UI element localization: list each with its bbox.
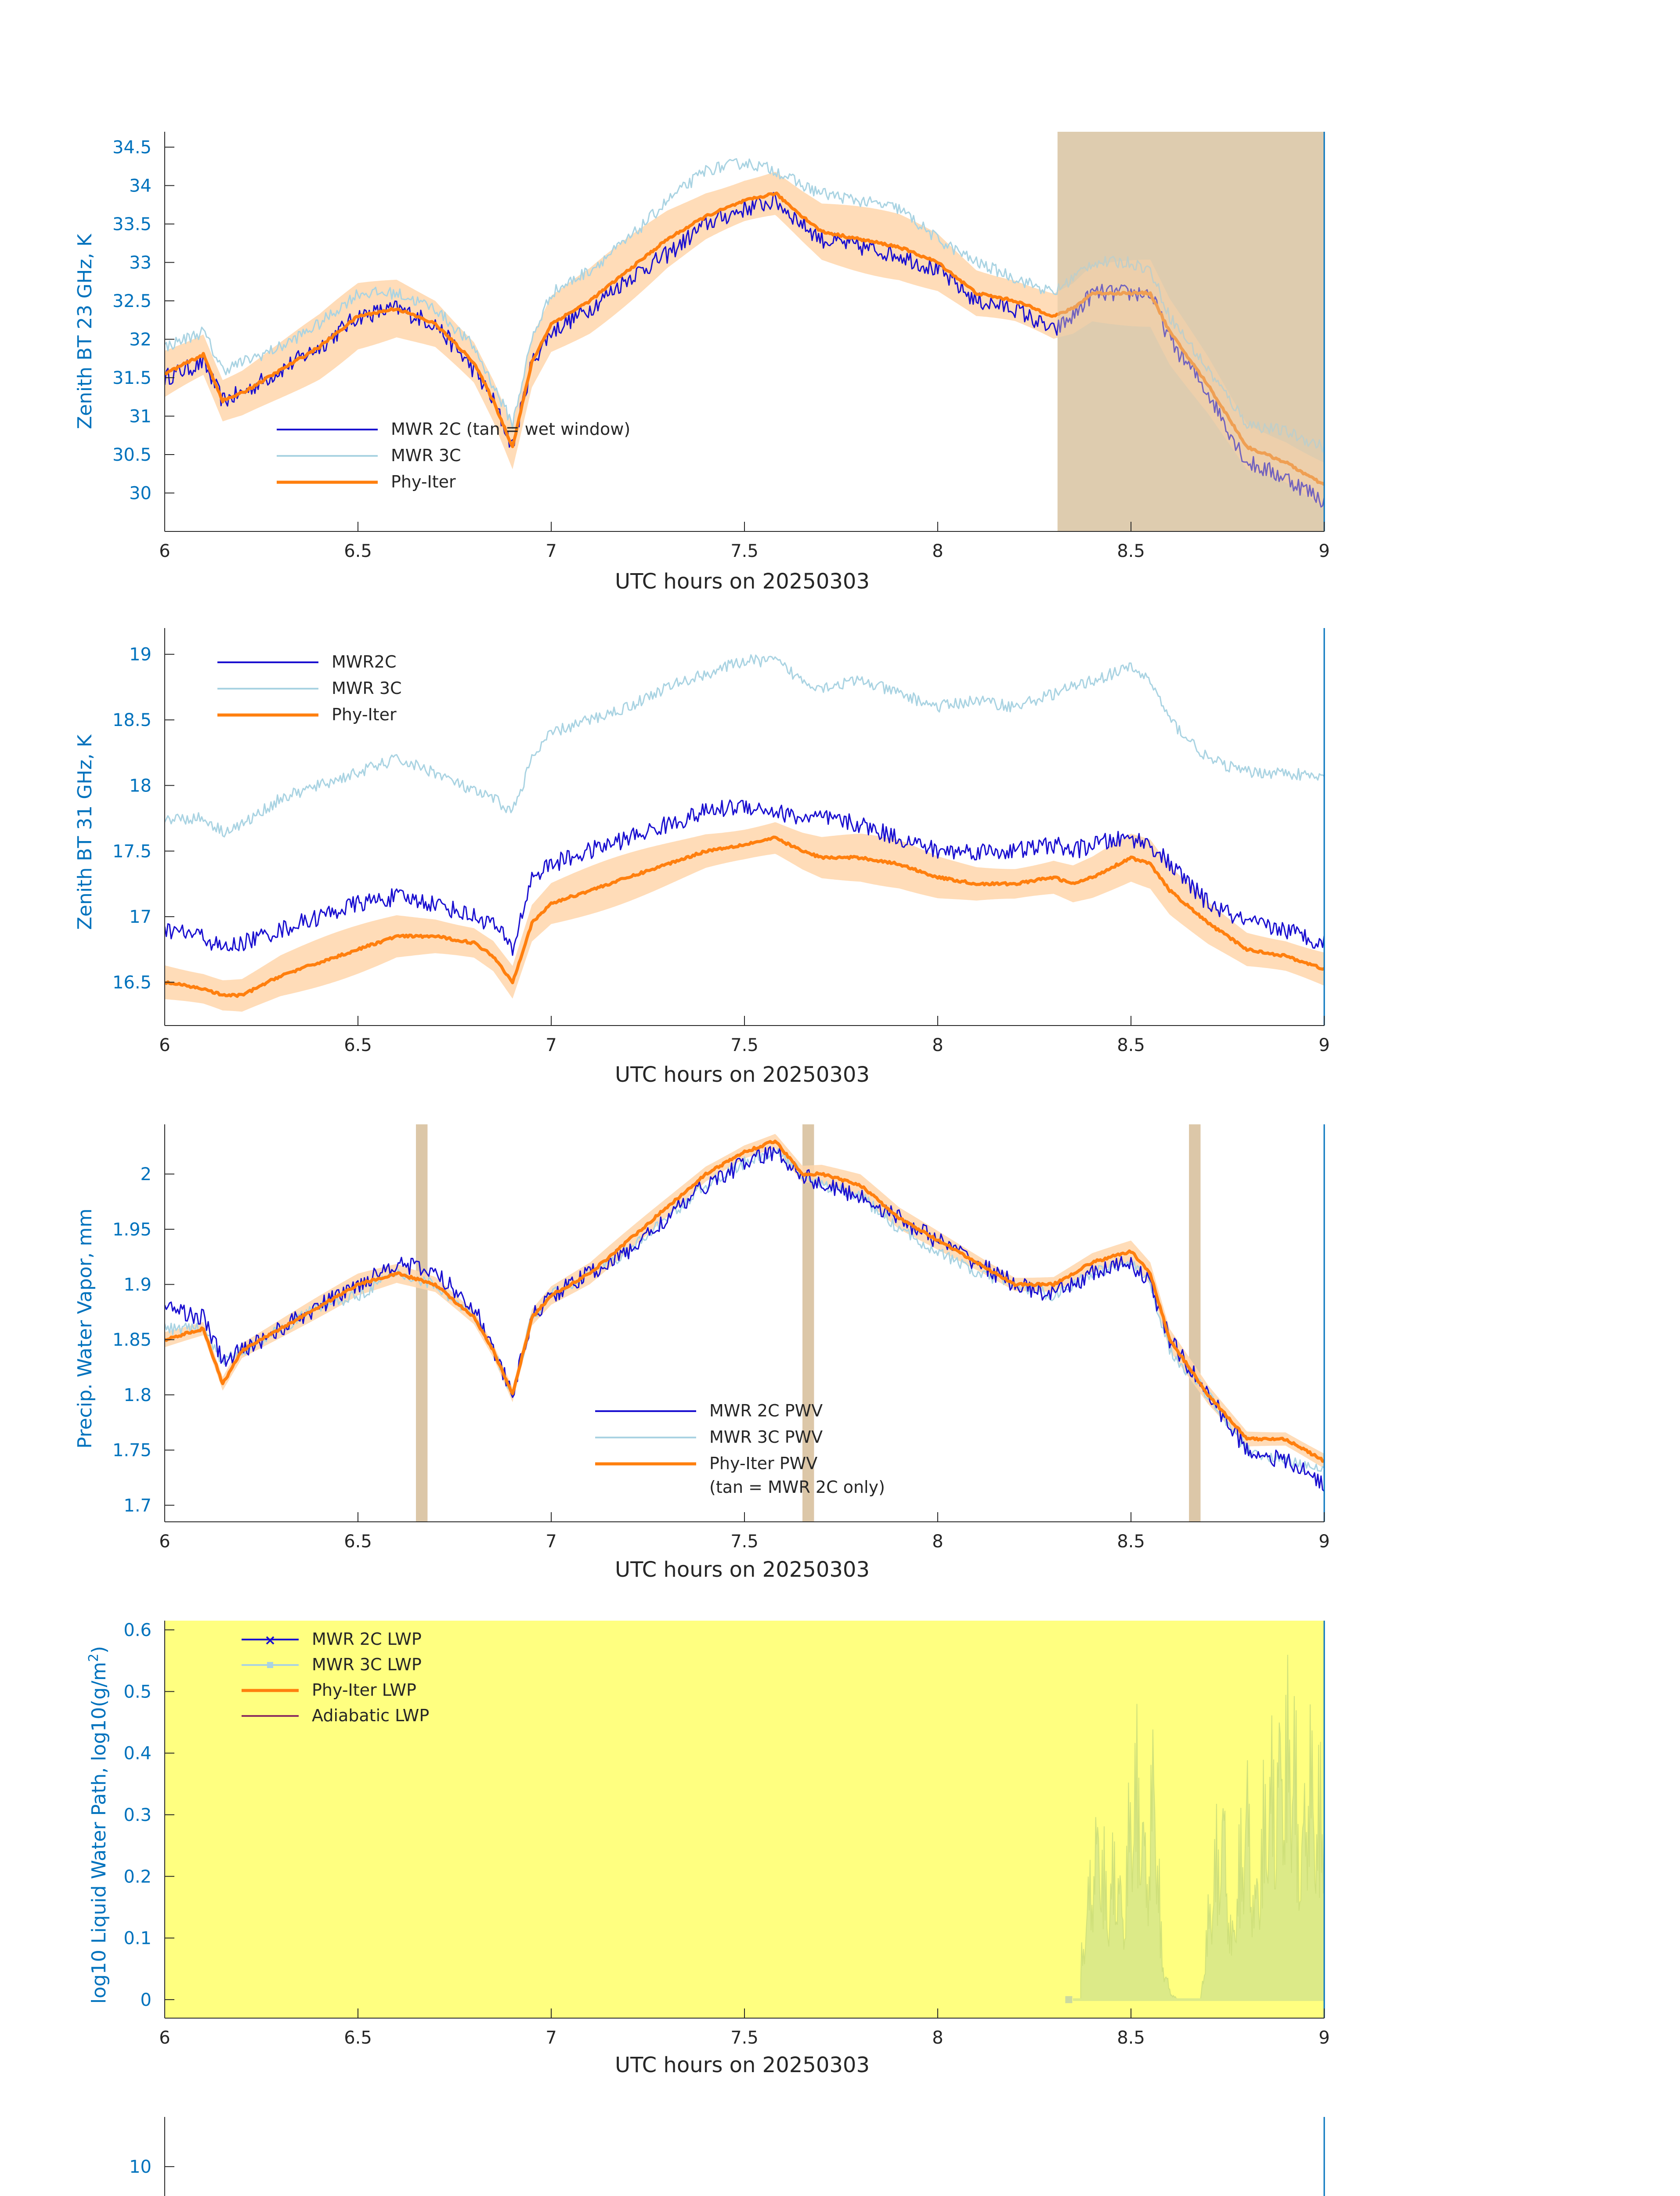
bt31-legend-label: MWR 3C [332, 679, 402, 698]
bt31-xtick-label: 6.5 [344, 1035, 372, 1055]
pwv-ytick-label: 1.75 [112, 1440, 152, 1461]
lwp-legend-label: Phy-Iter LWP [312, 1680, 416, 1700]
bt31-xtick-label: 9 [1319, 1035, 1330, 1055]
pwv-tan-shade [416, 1124, 427, 1522]
pwv-legend-label: MWR 3C PWV [709, 1427, 823, 1447]
bt23-ytick-label: 33.5 [112, 214, 152, 235]
dq-ytick-label: 10 [129, 2157, 152, 2178]
bt23-xtick-label: 7 [546, 541, 557, 561]
plot-pwv [112, 1124, 1330, 1552]
bt23-xtick-label: 8.5 [1117, 541, 1145, 561]
pwv-xtick-label: 9 [1319, 1531, 1330, 1552]
pwv-xtick-label: 6 [159, 1531, 170, 1552]
bt23-xtick-label: 6 [159, 541, 170, 561]
ylabel-lwp-main: log10 Liquid Water Path, log10(g/m [88, 1661, 110, 2004]
pwv-legend-label: MWR 2C PWV [709, 1401, 823, 1420]
ylabel-bt23: Zenith BT 23 GHz, K [74, 234, 96, 430]
lwp-ytick-label: 0.4 [123, 1743, 152, 1764]
lwp-xtick-label: 6 [159, 2028, 170, 2048]
panel-dq [90, 2117, 1330, 2196]
lwp-legend-label: MWR 2C LWP [312, 1629, 422, 1649]
lwp-ytick-label: 0.1 [123, 1928, 152, 1949]
xlabel-lwp: UTC hours on 20250303 [615, 2053, 870, 2077]
bt23-ytick-label: 32.5 [112, 291, 152, 311]
bt31-uncertainty-band [165, 822, 1324, 1012]
bt23-xtick-label: 7.5 [730, 541, 759, 561]
pwv-legend-label: (tan = MWR 2C only) [709, 1477, 885, 1497]
bt23-legend-label: MWR 2C (tan = wet window) [391, 419, 631, 439]
bt23-ytick-label: 31 [129, 406, 152, 427]
ylabel-lwp [86, 1646, 111, 2004]
bt23-ytick-label: 34 [129, 176, 152, 196]
plot-bt23 [112, 132, 1330, 561]
pwv-legend-label: Phy-Iter PWV [709, 1454, 818, 1473]
lwp-legend-marker [267, 1662, 273, 1668]
bt31-legend-label: MWR2C [332, 652, 397, 672]
bt31-xtick-label: 6 [159, 1035, 170, 1055]
bt31-ytick-label: 19 [129, 644, 152, 665]
pwv-xtick-label: 8.5 [1117, 1531, 1145, 1552]
bt31-ytick-label: 17.5 [112, 841, 152, 862]
pwv-ytick-label: 1.9 [123, 1275, 152, 1295]
pwv-ytick-label: 1.85 [112, 1330, 152, 1351]
bt31-xtick-label: 7.5 [730, 1035, 759, 1055]
lwp-legend-label: MWR 3C LWP [312, 1655, 422, 1674]
bt23-ytick-label: 32 [129, 329, 152, 350]
xlabel-bt31: UTC hours on 20250303 [615, 1062, 870, 1087]
bt23-xtick-label: 9 [1319, 541, 1330, 561]
pwv-tan-shade [1189, 1124, 1200, 1522]
bt23-xtick-label: 6.5 [344, 541, 372, 561]
pwv-ytick-label: 1.7 [123, 1495, 152, 1516]
lwp-legend-marker: × [264, 1632, 276, 1648]
lwp-xtick-label: 8 [932, 2028, 943, 2048]
panel-pwv [74, 1124, 1330, 1582]
bt23-plot-area [165, 132, 1324, 531]
bt23-ytick-label: 34.5 [112, 137, 152, 158]
lwp-xtick-label: 7 [546, 2028, 557, 2048]
ylabel-bt31: Zenith BT 31 GHz, K [74, 734, 96, 930]
plot-dq [129, 2117, 1330, 2196]
pwv-series-1 [165, 1149, 1324, 1472]
plot-lwp [123, 1620, 1330, 2048]
bt31-xtick-label: 8.5 [1117, 1035, 1145, 1055]
bt31-ytick-label: 18 [129, 776, 152, 796]
bt31-xtick-label: 8 [932, 1035, 943, 1055]
bt23-ytick-label: 33 [129, 253, 152, 273]
pwv-xtick-label: 7.5 [730, 1531, 759, 1552]
bt23-legend-label: Phy-Iter [391, 472, 456, 491]
xlabel-bt23: UTC hours on 20250303 [615, 569, 870, 594]
lwp-xtick-label: 6.5 [344, 2028, 372, 2048]
bt31-ytick-label: 17 [129, 907, 152, 928]
ylabel-lwp-sup: 2 [86, 1653, 101, 1662]
bt31-legend-label: Phy-Iter [332, 705, 397, 724]
pwv-ytick-label: 2 [140, 1164, 152, 1185]
bt31-ytick-label: 16.5 [112, 972, 152, 993]
panel-bt31 [74, 628, 1330, 1087]
lwp-legend-label: Adiabatic LWP [312, 1706, 430, 1725]
lwp-xtick-label: 9 [1319, 2028, 1330, 2048]
pwv-xtick-label: 7 [546, 1531, 557, 1552]
lwp-ytick-label: 0.6 [123, 1620, 152, 1641]
bt31-ytick-label: 18.5 [112, 710, 152, 731]
ylabel-lwp-end: ) [88, 1646, 110, 1654]
bt23-ytick-label: 30 [129, 483, 152, 504]
bt31-xtick-label: 7 [546, 1035, 557, 1055]
xlabel-pwv: UTC hours on 20250303 [615, 1557, 870, 1582]
plot-bt31 [112, 628, 1330, 1055]
lwp-xtick-label: 7.5 [730, 2028, 759, 2048]
ylabel-pwv: Precip. Water Vapor, mm [74, 1208, 96, 1449]
lwp-xtick-label: 8.5 [1117, 2028, 1145, 2048]
pwv-xtick-label: 8 [932, 1531, 943, 1552]
lwp-ytick-label: 0.5 [123, 1682, 152, 1702]
panel-lwp [86, 1620, 1330, 2077]
bt23-ytick-label: 31.5 [112, 368, 152, 388]
lwp-ytick-label: 0.2 [123, 1867, 152, 1887]
bt23-tan-overlay [1058, 132, 1324, 531]
lwp-start-marker [1065, 1996, 1072, 2003]
lwp-ytick-label: 0.3 [123, 1805, 152, 1825]
bt23-ytick-label: 30.5 [112, 445, 152, 465]
panel-bt23 [74, 132, 1330, 594]
pwv-xtick-label: 6.5 [344, 1531, 372, 1552]
pwv-ytick-label: 1.8 [123, 1385, 152, 1405]
bt23-legend-label: MWR 3C [391, 446, 461, 465]
bt23-xtick-label: 8 [932, 541, 943, 561]
lwp-ytick-label: 0 [140, 1990, 152, 2010]
pwv-ytick-label: 1.95 [112, 1219, 152, 1240]
